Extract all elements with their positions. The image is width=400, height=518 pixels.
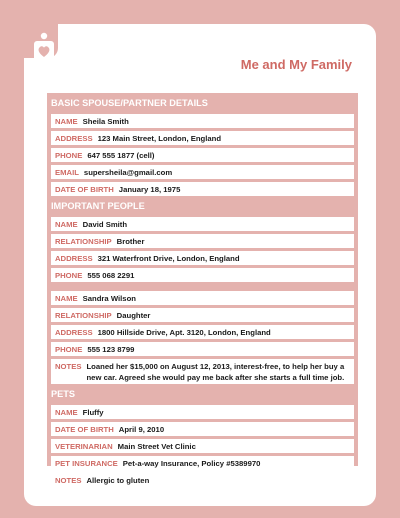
section-header-spouse: BASIC SPOUSE/PARTNER DETAILS	[51, 98, 208, 108]
group-gap	[47, 282, 358, 288]
field-row	[51, 342, 354, 356]
field-row	[51, 148, 354, 162]
document-heart-icon	[33, 32, 55, 62]
field-row	[51, 234, 354, 248]
field-value: Daughter	[116, 310, 151, 320]
field-label: NOTES	[55, 361, 82, 371]
field-value: 555 123 8799	[87, 344, 135, 354]
field-value: 1800 Hillside Drive, Apt. 3120, London, England	[97, 327, 271, 337]
section-header-pets: PETS	[51, 389, 75, 399]
page-number: 2	[367, 484, 371, 491]
field-label: RELATIONSHIP	[55, 310, 112, 320]
field-label: EMAIL	[55, 167, 79, 177]
field-label: RELATIONSHIP	[55, 236, 112, 246]
field-label: NOTES	[55, 475, 82, 485]
field-row	[51, 325, 354, 339]
section-header-important-people: IMPORTANT PEOPLE	[51, 201, 145, 211]
field-row	[51, 131, 354, 145]
field-row	[51, 291, 354, 305]
field-value: January 18, 1975	[118, 184, 181, 194]
field-label: PET INSURANCE	[55, 458, 118, 468]
field-row	[51, 217, 354, 231]
field-row	[51, 473, 354, 487]
field-row	[51, 114, 354, 128]
field-label: PHONE	[55, 270, 83, 280]
badge	[12, 12, 58, 58]
field-value: Brother	[116, 236, 145, 246]
field-label: ADDRESS	[55, 133, 93, 143]
field-label: PHONE	[55, 344, 83, 354]
field-label: NAME	[55, 219, 78, 229]
field-value: 123 Main Street, London, England	[97, 133, 222, 143]
field-row	[51, 405, 354, 419]
field-value: Sandra Wilson	[82, 293, 136, 303]
field-value: Sheila Smith	[82, 116, 129, 126]
field-row	[51, 439, 354, 453]
field-row	[51, 456, 354, 470]
field-label: VETERINARIAN	[55, 441, 113, 451]
field-label: NAME	[55, 293, 78, 303]
field-row-notes	[51, 359, 354, 384]
field-row	[51, 165, 354, 179]
field-row	[51, 251, 354, 265]
field-row	[51, 182, 354, 196]
field-label: NAME	[55, 116, 78, 126]
field-label: ADDRESS	[55, 327, 93, 337]
field-value: Fluffy	[82, 407, 104, 417]
field-value: Loaned her $15,000 on August 12, 2013, interest-free, to help her buy a new car. Agreed she would pay me back after she starts a full time job.	[86, 361, 345, 382]
page-title: Me and My Family	[240, 57, 352, 72]
field-row	[51, 268, 354, 282]
field-label: PHONE	[55, 150, 83, 160]
field-value: Allergic to gluten	[86, 475, 150, 485]
field-value: 321 Waterfront Drive, London, England	[97, 253, 240, 263]
field-label: NAME	[55, 407, 78, 417]
field-value: supersheila@gmail.com	[83, 167, 173, 177]
field-value: April 9, 2010	[118, 424, 165, 434]
field-label: DATE OF BIRTH	[55, 184, 114, 194]
field-value: Main Street Vet Clinic	[117, 441, 196, 451]
field-value: David Smith	[82, 219, 128, 229]
form-panel	[47, 93, 358, 485]
field-value: Pet-a-way Insurance, Policy #5389970	[122, 458, 261, 468]
field-row	[51, 308, 354, 322]
field-label: ADDRESS	[55, 253, 93, 263]
field-label: DATE OF BIRTH	[55, 424, 114, 434]
field-value: 555 068 2291	[87, 270, 135, 280]
field-value: 647 555 1877 (cell)	[87, 150, 155, 160]
field-row	[51, 422, 354, 436]
